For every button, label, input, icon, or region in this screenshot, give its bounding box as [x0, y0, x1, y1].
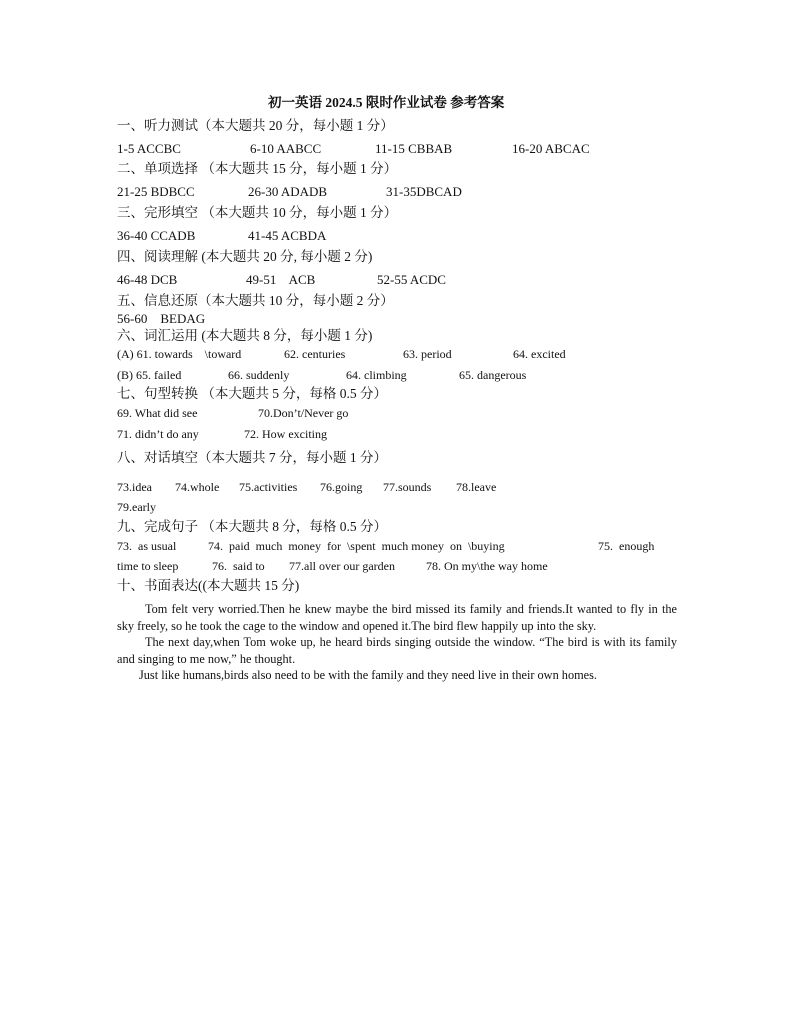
- section-1-heading: 一、听力测试（本大题共 20 分，每小题 1 分）: [117, 118, 394, 133]
- answer-item: 72. How exciting: [244, 427, 327, 441]
- answer-item: 49-51 ACB: [246, 272, 316, 287]
- answer-item: 36-40 CCADB: [117, 228, 196, 243]
- answer-item: 73.idea: [117, 480, 152, 494]
- answer-item: 11-15 CBBAB: [375, 141, 453, 156]
- section-9-heading: 九、完成句子 （本大题共 8 分，每格 0.5 分）: [117, 519, 387, 534]
- answer-item: 69. What did see: [117, 406, 198, 420]
- answer-item: 1-5 ACCBC: [117, 141, 181, 156]
- answer-item: 52-55 ACDC: [377, 272, 446, 287]
- answer-item: 76.going: [320, 480, 363, 494]
- section-3-heading: 三、完形填空 （本大题共 10 分，每小题 1 分）: [117, 205, 398, 220]
- answer-item: 79.early: [117, 500, 156, 514]
- answer-item: 71. didn’t do any: [117, 427, 199, 441]
- answer-item: 26-30 ADADB: [248, 184, 328, 199]
- page-title: 初一英语 2024.5 限时作业试卷 参考答案: [268, 95, 505, 110]
- answer-item: 64. climbing: [346, 368, 407, 382]
- answer-item: 21-25 BDBCC: [117, 184, 195, 199]
- section-6-heading: 六、词汇运用 (本大题共 8 分，每小题 1 分): [117, 328, 373, 343]
- section-7-heading: 七、句型转换 （本大题共 5 分，每格 0.5 分）: [117, 386, 387, 401]
- answer-item: time to sleep: [117, 559, 179, 573]
- answer-item: 77.all over our garden: [289, 559, 395, 573]
- answer-item: 63. period: [403, 347, 452, 361]
- answer-item: 78.leave: [456, 480, 497, 494]
- answer-item: 73. as usual: [117, 539, 177, 553]
- answer-item: 6-10 AABCC: [250, 141, 322, 156]
- answer-item: 77.sounds: [383, 480, 432, 494]
- section-2-heading: 二、单项选择 （本大题共 15 分，每小题 1 分）: [117, 161, 398, 176]
- answer-item: 74.whole: [175, 480, 220, 494]
- answer-item: (B) 65. failed: [117, 368, 182, 382]
- answer-item: 64. excited: [513, 347, 566, 361]
- answer-item: 76. said to: [212, 559, 265, 573]
- answer-item: 56-60 BEDAG: [117, 311, 206, 326]
- section-10-heading: 十、书面表达((本大题共 15 分): [117, 578, 300, 593]
- section-5-heading: 五、信息还原（本大题共 10 分，每小题 2 分）: [117, 293, 394, 308]
- answer-item: 46-48 DCB: [117, 272, 178, 287]
- essay-paragraph: The next day,when Tom woke up, he heard birds singing outside the window. “The bird is with its family and singing to me now,” he thought.: [117, 635, 677, 666]
- essay-text: [117, 601, 677, 684]
- answer-item: 41-45 ACBDA: [248, 228, 327, 243]
- section-4-heading: 四、阅读理解 (本大题共 20 分, 每小题 2 分): [117, 249, 373, 264]
- essay-paragraph: Tom felt very worried.Then he knew maybe the bird missed its family and friends.It wanted to fly in the sky freely, so he took the cage to the window and opened it.The bird flew happily up into the sky.: [117, 602, 677, 633]
- answer-item: 65. dangerous: [459, 368, 527, 382]
- answer-item: 31-35DBCAD: [386, 184, 462, 199]
- section-8-heading: 八、对话填空（本大题共 7 分，每小题 1 分）: [117, 450, 387, 465]
- answer-item: 16-20 ABCAC: [512, 141, 590, 156]
- answer-item: 78. On my\the way home: [426, 559, 548, 573]
- answer-item: (A) 61. towards \toward: [117, 347, 242, 361]
- answer-item: 75. enough: [598, 539, 655, 553]
- answer-item: 75.activities: [239, 480, 298, 494]
- essay-paragraph: Just like humans,birds also need to be with the family and they need live in their own homes.: [139, 668, 597, 682]
- answer-item: 66. suddenly: [228, 368, 290, 382]
- answer-item: 74. paid much money for \spent much money on \buying: [208, 539, 505, 553]
- answer-item: 70.Don’t/Never go: [258, 406, 349, 420]
- answer-item: 62. centuries: [284, 347, 346, 361]
